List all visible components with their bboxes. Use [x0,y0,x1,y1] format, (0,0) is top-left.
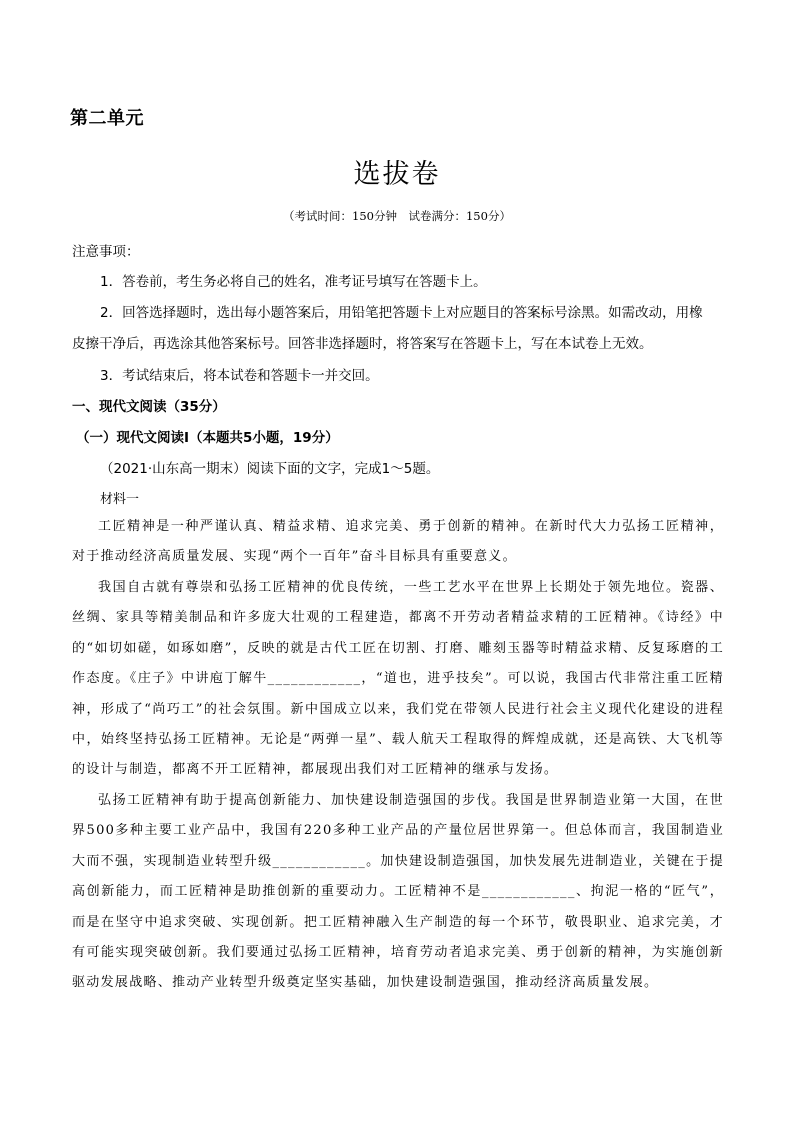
notes-item-2-line-1: 2．回答选择题时，选出每小题答案后，用铅笔把答题卡上对应题目的答案标号涂黑。如需改动，用橡 [100,305,703,321]
paragraph-1: 工匠精神是一种严谨认真、精益求精、追求完美、勇于创新的精神。在新时代大力弘扬工匠精神，对于推动经济高质量发展、实现“两个一百年”奋斗目标具有重要意义。 [72,519,724,565]
notes-item-3: 3．考试结束后，将本试卷和答题卡一并交回。 [100,368,379,384]
exam-info: （考试时间：150分钟 试卷满分：150分） [283,209,511,223]
page-title: 选拔卷 [353,159,441,190]
sub-section-heading: （一）现代文阅读Ⅰ（本题共5小题，19分） [76,430,339,446]
section-heading: 一、现代文阅读（35分） [72,399,226,415]
material-label: 材料一 [100,492,140,507]
notes-item-1: 1．答卷前，考生务必将自己的姓名，准考证号填写在答题卡上。 [100,274,487,290]
reading-instruction: （2021·山东高一期末）阅读下面的文字，完成1～5题。 [100,461,440,477]
paragraph-3: 弘扬工匠精神有助于提高创新能力、加快建设制造强国的步伐。我国是世界制造业第一大国，在世界500多种主要工业产品中，我国有220多种工业产品的产量位居世界第一。但总体而言，我国制造业大而不强，实现制造业转型升级____________。加快建设制造强国，加快发展先进制造业，关键在于提高创新能力，而工匠精神是助推创新的重要动力。工匠精神不是____________、拘泥一格的“匠气”，而是在坚守中追求突破、实现创新。把工匠精神融入生产制造的每一个环节，敬畏职业、追求完美，才有可能实现突破创新。我们要通过弘扬工匠精神，培育劳动者追求完美、勇于创新的精神，为实施创新驱动发展战略、推动产业转型升级奠定坚实基础，加快建设制造强国，推动经济高质量发展。 [72,793,724,991]
notes-heading: 注意事项： [72,244,140,260]
unit-label: 第二单元 [70,108,144,129]
paragraph-2: 我国自古就有尊崇和弘扬工匠精神的优良传统，一些工艺水平在世界上长期处于领先地位。瓷器、丝绸、家具等精美制品和许多庞大壮观的工程建造，都离不开劳动者精益求精的工匠精神。《诗经》中的“如切如磋，如琢如磨”，反映的就是古代工匠在切割、打磨、雕刻玉器等时精益求精、反复琢磨的工作态度。《庄子》中讲庖丁解牛____________，“道也，进乎技矣”。可以说，我国古代非常注重工匠精神，形成了“尚巧工”的社会氛围。新中国成立以来，我们党在带领人民进行社会主义现代化建设的进程中，始终坚持弘扬工匠精神。无论是“两弹一星”、载人航天工程取得的辉煌成就，还是高铁、大飞机等的设计与制造，都离不开工匠精神，都展现出我们对工匠精神的继承与发扬。 [72,580,724,778]
notes-item-2-line-2: 皮擦干净后，再选涂其他答案标号。回答非选择题时，将答案写在答题卡上，写在本试卷上无效。 [72,336,653,352]
